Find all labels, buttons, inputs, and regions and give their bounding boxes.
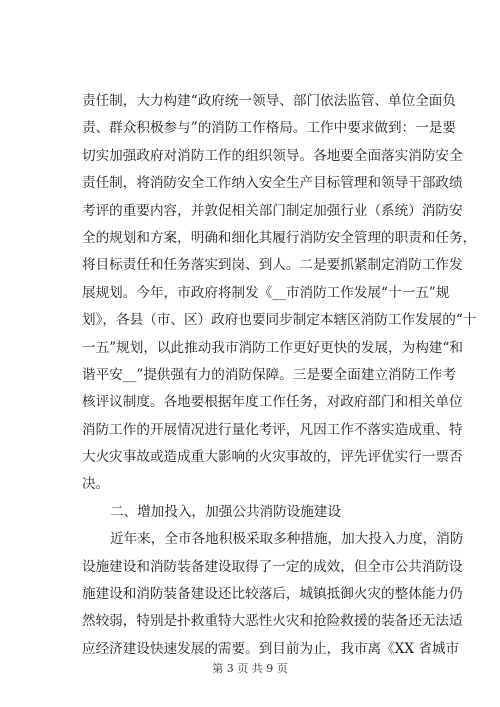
text-line: 核评议制度。各地要根据年度工作任务，对政府部门和相关单位 (82, 394, 463, 411)
text-line: 谐平安__”提供强有力的消防保障。三是要全面建立消防工作考 (82, 366, 456, 383)
text-line: 决。 (82, 476, 110, 493)
text-line: 设施建设和消防装备建设取得了一定的成效，但全市公共消防设 (82, 558, 463, 575)
document-body (82, 88, 477, 663)
text-line: 近年来，全市各地积极采取多种措施，加大投入力度，消防 (110, 531, 464, 548)
page-number-footer: 第 3 页 共 9 页 (212, 662, 288, 675)
text-line: 切实加强政府对消防工作的组织领导。各地要全面落实消防安全 (82, 147, 463, 164)
text-line: 全的规划和方案，明确和细化其履行消防安全管理的职责和任务， (82, 229, 477, 246)
text-line: 将目标责任和任务落实到岗、到人。二是要抓紧制定消防工作发 (82, 257, 463, 274)
section-heading: 二、增加投入，加强公共消防设施建设 (110, 503, 342, 520)
text-line: 责任制，将消防安全工作纳入安全生产目标管理和领导干部政绩 (82, 175, 463, 192)
text-line: 划》，各县（市、区）政府也要同步制定本辖区消防工作发展的“十 (82, 312, 477, 329)
text-line: 考评的重要内容，并敦促相关部门制定加强行业（系统）消防安 (82, 202, 463, 219)
text-line: 大火灾事故或造成重大影响的火灾事故的，评先评优实行一票否 (82, 449, 463, 466)
text-line: 责、群众积极参与”的消防工作格局。工作中要求做到：一是要 (82, 120, 456, 137)
text-line: 然较弱，特别是扑救重特大恶性火灾和抢险救援的装备还无法适 (82, 613, 463, 630)
text-line: 展规划。今年，市政府将制发《__市消防工作发展“十一五”规 (82, 284, 450, 301)
text-line: 消防工作的开展情况进行量化考评，凡因工作不落实造成重、特 (82, 421, 463, 438)
text-line: 一五”规划，以此推动我市消防工作更好更快的发展，为构建“和 (82, 339, 463, 356)
text-line: 责任制，大力构建“政府统一领导、部门依法监管、单位全面负 (82, 93, 456, 109)
text-line: 施建设和消防装备建设还比较落后，城镇抵御火灾的整体能力仍 (82, 586, 463, 603)
text-line: 应经济建设快速发展的需要。到目前为止，我市离《XX 省城市 (82, 640, 460, 657)
